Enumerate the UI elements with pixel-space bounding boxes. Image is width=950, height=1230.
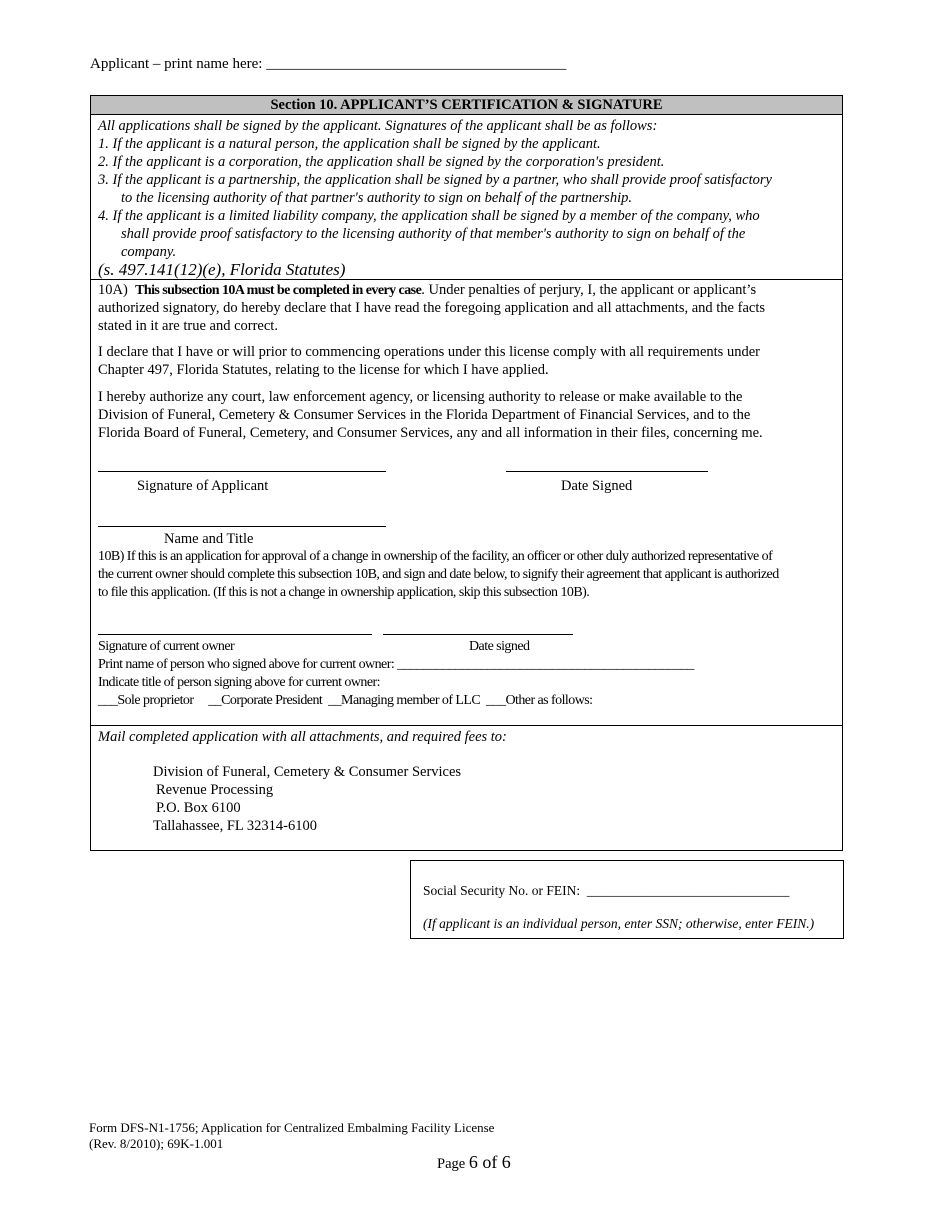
authorize-line3: Florida Board of Funeral, Cemetery, and Consumer Services, any and all information in their files, concerning me.: [98, 425, 763, 441]
sub10a-line3: stated in it are true and correct.: [98, 318, 278, 334]
ssn-fein-field[interactable]: Social Security No. or FEIN: ______________________________: [423, 883, 790, 898]
name-title-line[interactable]: [98, 526, 386, 527]
sub10a-line2: authorized signatory, do hereby declare that I have read the foregoing application and all attachments, and the facts: [98, 300, 765, 316]
rule-2: 2. If the applicant is a corporation, the application shall be signed by the corporation's president.: [98, 154, 665, 170]
owner-signature-line[interactable]: [98, 634, 372, 635]
mail-instruction: Mail completed application with all attachments, and required fees to:: [98, 729, 507, 745]
name-and-title-label: Name and Title: [164, 531, 254, 547]
comply-line2: Chapter 497, Florida Statutes, relating to the license for which I have applied.: [98, 362, 549, 378]
sub10b-line1: 10B) If this is an application for approval of a change in ownership of the facility, an officer or other duly authorized representative of: [98, 549, 773, 564]
ssn-fein-box: [410, 860, 844, 939]
divider: [91, 725, 842, 726]
sub10a-line1: 10A) This subsection 10A must be completed in every case. Under penalties of perjury, I, the applicant or applicant’s: [98, 282, 757, 298]
indicate-title-label: Indicate title of person signing above for current owner:: [98, 675, 380, 690]
sub10b-line2: the current owner should complete this subsection 10B, and sign and date below, to signify their agreement that applicant is authorized: [98, 567, 779, 582]
owner-date-label: Date signed: [469, 639, 530, 654]
rule-4: 4. If the applicant is a limited liability company, the application shall be signed by a member of the company, who: [98, 208, 760, 224]
applicant-signature-line[interactable]: [98, 471, 386, 472]
ssn-fein-note: (If applicant is an individual person, enter SSN; otherwise, enter FEIN.): [423, 916, 815, 931]
rule-4-cont: shall provide proof satisfactory to the licensing authority of that member's authority to sign on behalf of the: [121, 226, 746, 242]
rule-1: 1. If the applicant is a natural person, the application shall be signed by the applicant.: [98, 136, 601, 152]
title-options[interactable]: ___Sole proprietor __Corporate President __Managing member of LLC ___Other as follows:: [98, 693, 593, 708]
date-signed-line[interactable]: [506, 471, 708, 472]
statute-citation: (s. 497.141(12)(e), Florida Statutes): [98, 260, 346, 279]
rule-4-cont2: company.: [121, 244, 177, 260]
authorize-line1: I hereby authorize any court, law enforcement agency, or licensing authority to release or make available to the: [98, 389, 743, 405]
sub10b-line3: to file this application. (If this is not a change in ownership application, skip this subsection 10B).: [98, 585, 590, 600]
owner-date-line[interactable]: [383, 634, 573, 635]
rule-3-cont: to the licensing authority of that partner's authority to sign on behalf of the partnership.: [121, 190, 632, 206]
address-line-3: P.O. Box 6100: [156, 800, 241, 816]
owner-signature-label: Signature of current owner: [98, 639, 235, 654]
signature-intro: All applications shall be signed by the applicant. Signatures of the applicant shall be as follows:: [98, 118, 658, 134]
section-10-box: [90, 95, 843, 851]
divider: [91, 279, 842, 280]
signature-of-applicant-label: Signature of Applicant: [137, 478, 269, 494]
address-line-4: Tallahassee, FL 32314-6100: [153, 818, 317, 834]
authorize-line2: Division of Funeral, Cemetery & Consumer Services in the Florida Department of Financial Services, and to the: [98, 407, 751, 423]
applicant-print-name[interactable]: Applicant – print name here: ________________________________________: [90, 56, 567, 72]
rule-3: 3. If the applicant is a partnership, the application shall be signed by a partner, who shall provide proof satisfactory: [98, 172, 772, 188]
comply-line1: I declare that I have or will prior to commencing operations under this license comply with all requirements under: [98, 344, 760, 360]
address-line-1: Division of Funeral, Cemetery & Consumer Services: [153, 764, 462, 780]
page-number: Page 6 of 6: [437, 1152, 511, 1172]
date-signed-label: Date Signed: [561, 478, 633, 494]
form-id-line1: Form DFS-N1-1756; Application for Centralized Embalming Facility License: [89, 1120, 495, 1135]
address-line-2: Revenue Processing: [156, 782, 274, 798]
form-id-line2: (Rev. 8/2010); 69K-1.001: [89, 1136, 224, 1151]
section-10-title: Section 10. APPLICANT’S CERTIFICATION & SIGNATURE: [91, 96, 842, 115]
owner-print-name[interactable]: Print name of person who signed above for current owner: ______________________________________________: [98, 657, 694, 672]
